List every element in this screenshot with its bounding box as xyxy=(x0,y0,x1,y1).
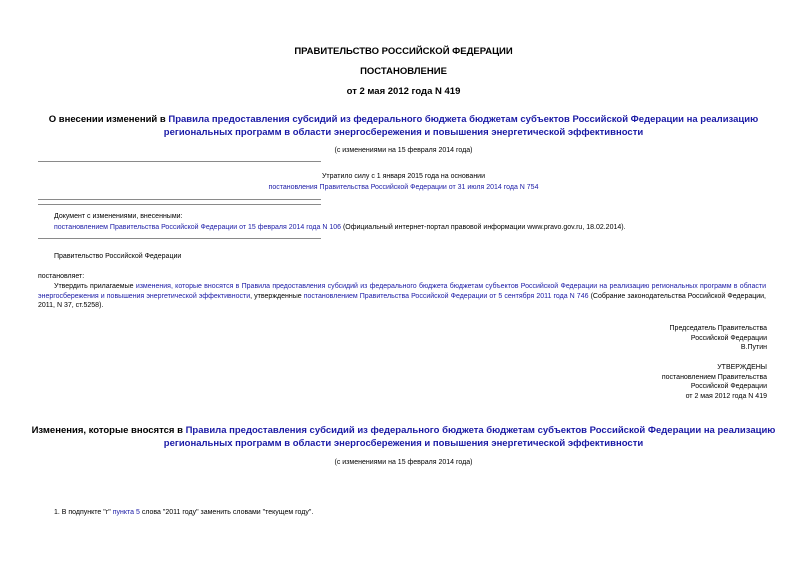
approved-heading: УТВЕРЖДЕНЫ xyxy=(717,364,767,371)
divider xyxy=(38,199,321,200)
signature-title: Председатель Правительства xyxy=(669,325,767,332)
p1-changes-link[interactable]: изменения, которые вносятся в Правила предоставления субсидий из федерального бюджета бюджетам субъектов Российской Федерации на реализацию региональных программ в области энергосбережения и повышения энергетической эффективности xyxy=(38,283,766,300)
doc-type-heading: ПОСТАНОВЛЕНИЕ xyxy=(360,66,447,77)
approved-date: от 2 мая 2012 года N 419 xyxy=(685,392,767,400)
title-prefix: О внесении изменений в xyxy=(48,114,169,125)
divider xyxy=(38,161,321,162)
amendments-link[interactable]: постановлением Правительства Российской Федерации от 15 февраля 2014 года N 106 xyxy=(54,224,341,231)
signature-name: В.Путин xyxy=(740,344,767,351)
p1-text-c: (Собрание законодательства Российской Федерации, 2011, N 37, ст.5258). xyxy=(38,292,767,309)
p1-decree-link[interactable]: постановлением Правительства Российской Федерации от 5 сентября 2011 года N 746 xyxy=(303,292,589,300)
doc-date: от 2 мая 2012 года N 419 xyxy=(346,86,461,97)
revision-note: (с изменениями на 15 февраля 2014 года) xyxy=(334,147,473,154)
changes-title xyxy=(0,424,807,450)
changes-rules-link-cont[interactable]: региональных программ в области энергосбережения и повышения энергетической эффективности xyxy=(163,438,644,449)
title-rules-link-cont[interactable]: региональных программ в области энергосбережения и повышения энергетической эффективности xyxy=(163,127,644,138)
approved-block xyxy=(507,363,767,401)
government-label: Правительство Российской Федерации xyxy=(54,253,182,260)
document-title xyxy=(0,113,807,139)
item1-text-b: слова "2011 году" заменить словами "текущем году". xyxy=(139,509,314,516)
divider xyxy=(38,238,321,239)
item1-point-link[interactable]: пункта 5 xyxy=(112,509,140,516)
divider xyxy=(38,204,321,205)
signature-country: Российской Федерации xyxy=(690,334,767,342)
expired-basis-link[interactable]: постановления Правительства Российской Федерации от 31 июля 2014 года N 754 xyxy=(268,184,539,191)
p1-text-a: Утвердить прилагаемые xyxy=(54,283,136,290)
amendments-source: (Официальный интернет-портал правовой информации www.pravo.gov.ru, 18.02.2014). xyxy=(341,224,626,231)
amendments-label: Документ с изменениями, внесенными: xyxy=(54,213,183,220)
changes-revision-note: (с изменениями на 15 февраля 2014 года) xyxy=(334,459,473,466)
org-heading: ПРАВИТЕЛЬСТВО РОССИЙСКОЙ ФЕДЕРАЦИИ xyxy=(294,46,513,57)
change-item-1 xyxy=(54,508,313,518)
changes-title-prefix: Изменения, которые вносятся в xyxy=(31,425,186,436)
item1-text-a: 1. В подпункте "г" xyxy=(54,509,113,516)
changes-rules-link[interactable]: Правила предоставления субсидий из федерального бюджета бюджетам субъектов Российской Федерации на реализацию xyxy=(185,425,776,436)
paragraph-approve xyxy=(38,282,766,311)
signature-block xyxy=(507,324,767,353)
p1-text-b: , утвержденные xyxy=(250,292,304,300)
decides-label: постановляет: xyxy=(38,273,85,280)
amendments-line xyxy=(54,223,774,233)
approved-country: Российской Федерации xyxy=(690,383,767,390)
expired-note: Утратило силу с 1 января 2015 года на основании xyxy=(321,173,486,180)
approved-by: постановлением Правительства xyxy=(661,373,767,381)
title-rules-link[interactable]: Правила предоставления субсидий из федерального бюджета бюджетам субъектов Российской Федерации на реализацию xyxy=(168,114,759,125)
